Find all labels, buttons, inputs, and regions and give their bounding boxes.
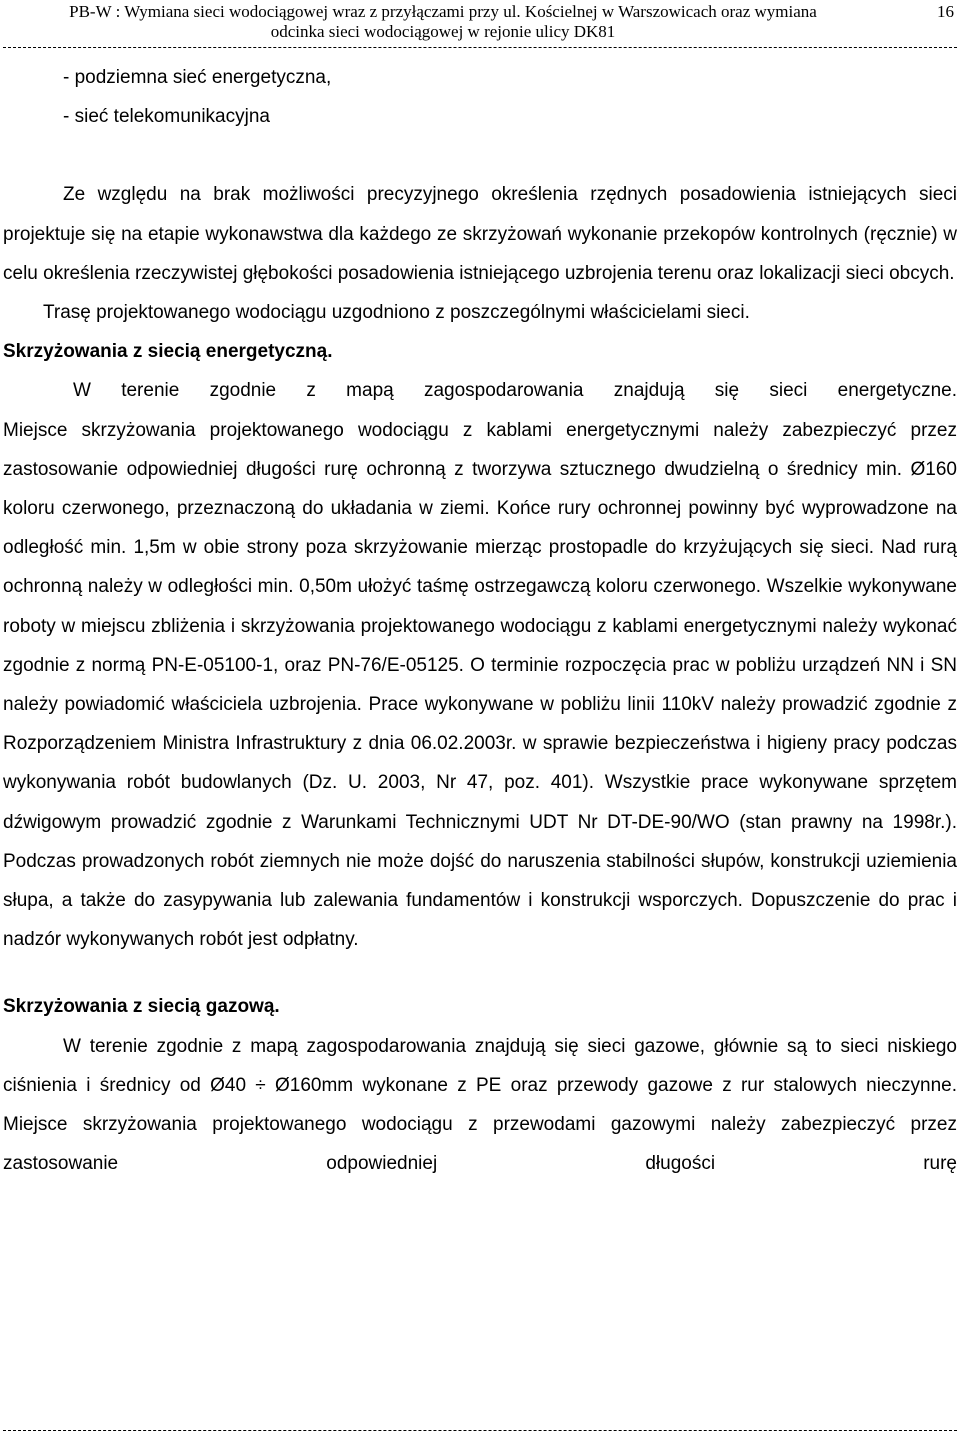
document-title-line-1: PB-W : Wymiana sieci wodociągowej wraz z przyłączami przy ul. Kościelnej w Warszowicach oraz wymiana [69,2,817,21]
page-number: 16 [937,2,954,21]
document-body [3,58,957,1183]
header-divider [3,47,957,50]
spacer [3,959,957,987]
section-heading-gas: Skrzyżowania z siecią gazową. [3,996,280,1018]
intro-paragraph: Ze względu na brak możliwości precyzyjnego określenia rzędnych posadowienia istniejących sieci projektuje się na etapie wykonawstwa dla każdego ze skrzyżowań wykonanie przekopów kontrolnych (ręcznie) w celu określenia rzeczywistej głębokości posadowienia istniejącego uzbrojenia terenu oraz lokalizacji sieci obcych. [3,184,957,284]
document-title-line-2: odcinka sieci wodociągowej w rejonie ulicy DK81 [270,22,616,41]
energy-lead-sentence: W terenie zgodnie z mapą zagospodarowania znajdują się sieci energetyczne. [73,380,957,402]
document-title [3,2,883,42]
list-item: - sieć telekomunikacyjna [63,106,270,128]
footer-divider [3,1430,957,1433]
spacer [3,136,957,175]
route-agreement-sentence: Trasę projektowanego wodociągu uzgodniono z poszczególnymi właścicielami sieci. [43,302,750,324]
section-heading-energy: Skrzyżowania z siecią energetyczną. [3,341,333,363]
energy-paragraph: Miejsce skrzyżowania projektowanego wodociągu z kablami energetycznymi należy zabezpieczyć przez zastosowanie odpowiedniej długości rurę ochronną z tworzywa sztucznego dwudzielną o średnicy min. Ø160 koloru czerwonego, przeznaczoną do układania w ziemi. Końce rury ochronnej powinny być wyprowadzone na odległość min. 1,5m w obie strony poza skrzyżowanie mierząc prostopadle do krzyżujących się sieci. Nad rurą ochronną należy w odległości min. 0,50m ułożyć taśmę ostrzegawczą koloru czerwonego. Wszelkie wykonywane roboty w miejscu zbliżenia i skrzyżowania projektowanego wodociągu z kablami energetycznymi należy wykonać zgodnie z normą PN-E-05100-1, oraz PN-76/E-05125. O terminie rozpoczęcia prac w pobliżu urządzeń NN i SN należy powiadomić właściciela uzbrojenia. Prace wykonywane w pobliżu linii 110kV należy prowadzić zgodnie z Rozporządzeniem Ministra Infrastruktury z dnia 06.02.2003r. w sprawie bezpieczeństwa i higieny pracy podczas wykonywania robót budowlanych (Dz. U. 2003, Nr 47, poz. 401). Wszystkie prace wykonywane sprzętem dźwigowym prowadzić zgodnie z Warunkami Technicznymi UDT Nr DT-DE-90/WO (stan prawny na 1998r.). Podczas prowadzonych robót ziemnych nie może dojść do naruszenia stabilności słupów, konstrukcji uziemienia słupa, a także do zasypywania lub zalewania fundamentów i konstrukcji wsporczych. Dopuszczenie do prac i nadzór wykonywanych robót jest odpłatny. [3,419,957,951]
list-item: - podziemna sieć energetyczna, [63,67,332,88]
gas-paragraph: W terenie zgodnie z mapą zagospodarowania znajdują się sieci gazowe, głównie są to sieci niskiego ciśnienia i średnicy od Ø40 ÷ Ø160mm wykonane z PE oraz przewody gazowe z rur stalowych nieczynne. Miejsce skrzyżowania projektowanego wodociągu z przewodami gazowymi należy zabezpieczyć przez zastosowanie odpowiedniej długości rurę [3,1035,957,1175]
